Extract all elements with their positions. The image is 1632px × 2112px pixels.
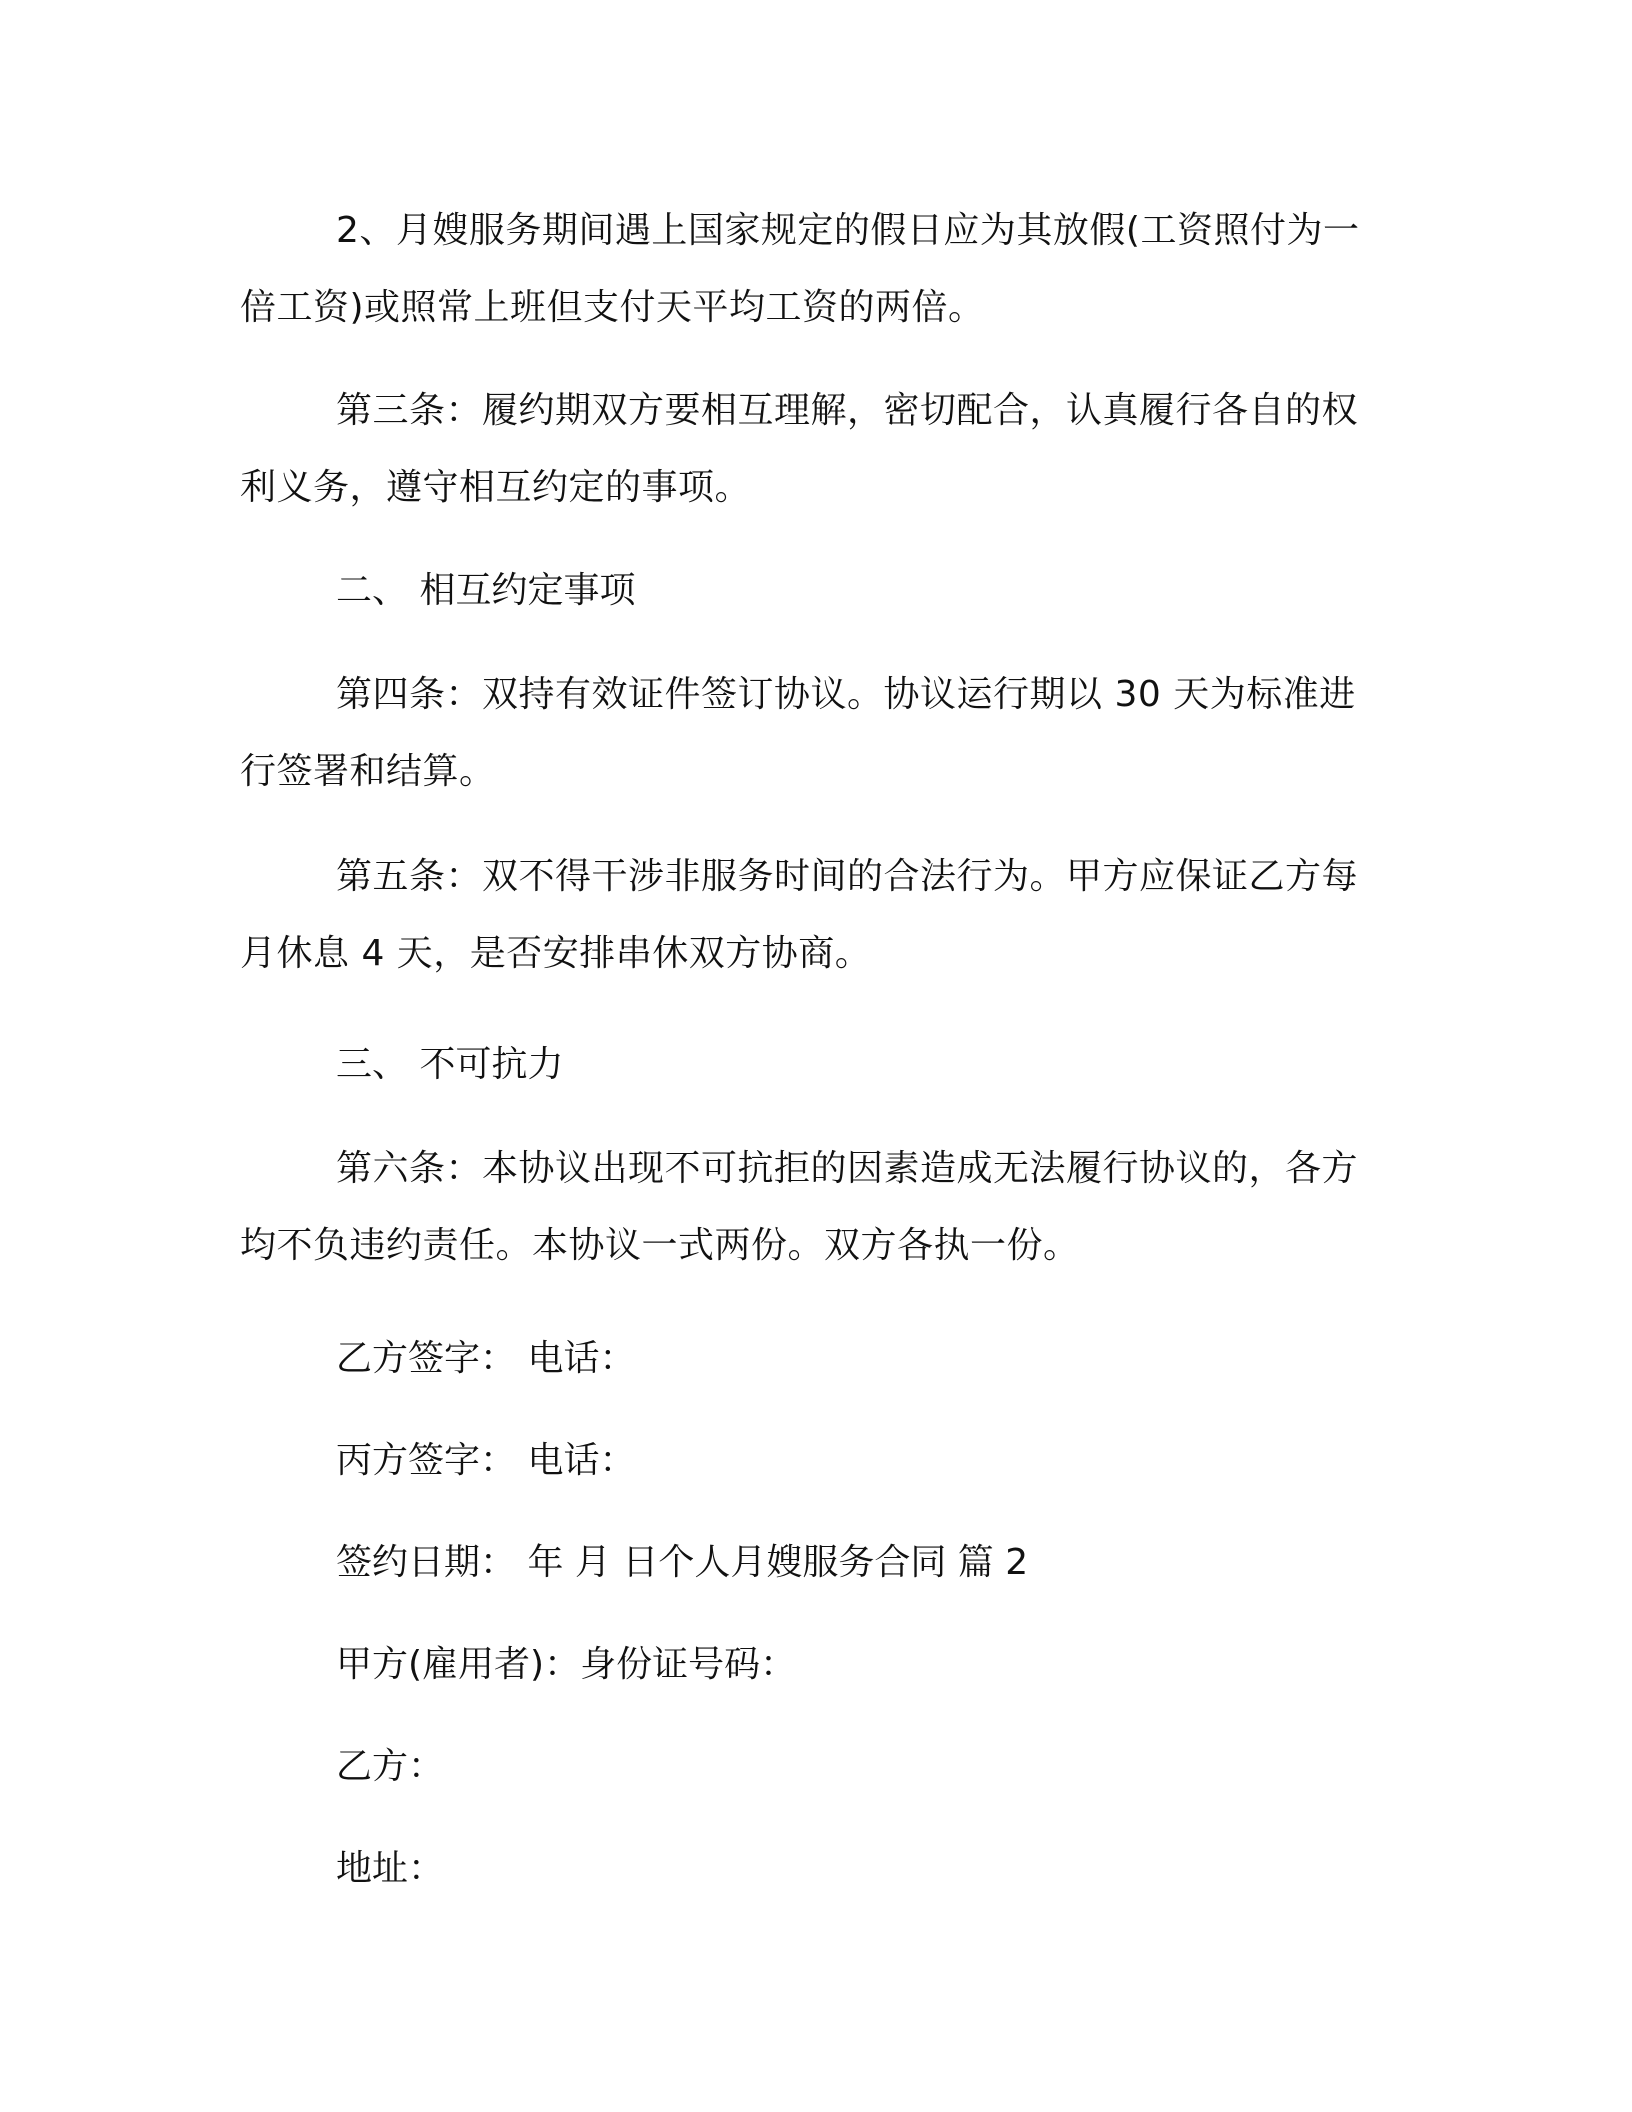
paragraph-article-3: 第三条：履约期双方要相互理解，密切配合，认真履行各自的权利义务，遵守相互约定的事项。 [240,390,1359,508]
address: 地址： [336,1848,445,1889]
paragraph-article-6: 第六条：本协议出现不可抗拒的因素造成无法履行协议的，各方均不负违约责任。本协议一式两份。双方各执一份。 [240,1148,1359,1266]
signature-party-c: 丙方签字： 电话： [336,1440,636,1481]
party-a-employer: 甲方(雇用者)：身份证号码： [336,1644,797,1685]
paragraph-holiday-pay: 2、月嫂服务期间遇上国家规定的假日应为其放假(工资照付为一倍工资)或照常上班但支付天平均工资的两倍。 [240,210,1360,328]
signing-date: 签约日期： 年 月 日个人月嫂服务合同 篇 2 [336,1542,1029,1583]
paragraph-article-5: 第五条：双不得干涉非服务时间的合法行为。甲方应保证乙方每月休息 4 天，是否安排串休双方协商。 [240,856,1359,974]
paragraph-article-4: 第四条：双持有效证件签订协议。协议运行期以 30 天为标准进行签署和结算。 [240,674,1356,792]
section-heading-force-majeure: 三、 不可抗力 [336,1044,564,1085]
section-heading-mutual-agreements: 二、 相互约定事项 [336,570,636,611]
party-b: 乙方： [336,1746,445,1787]
document-page [240,192,1380,1894]
signature-party-b: 乙方签字： 电话： [336,1338,636,1379]
